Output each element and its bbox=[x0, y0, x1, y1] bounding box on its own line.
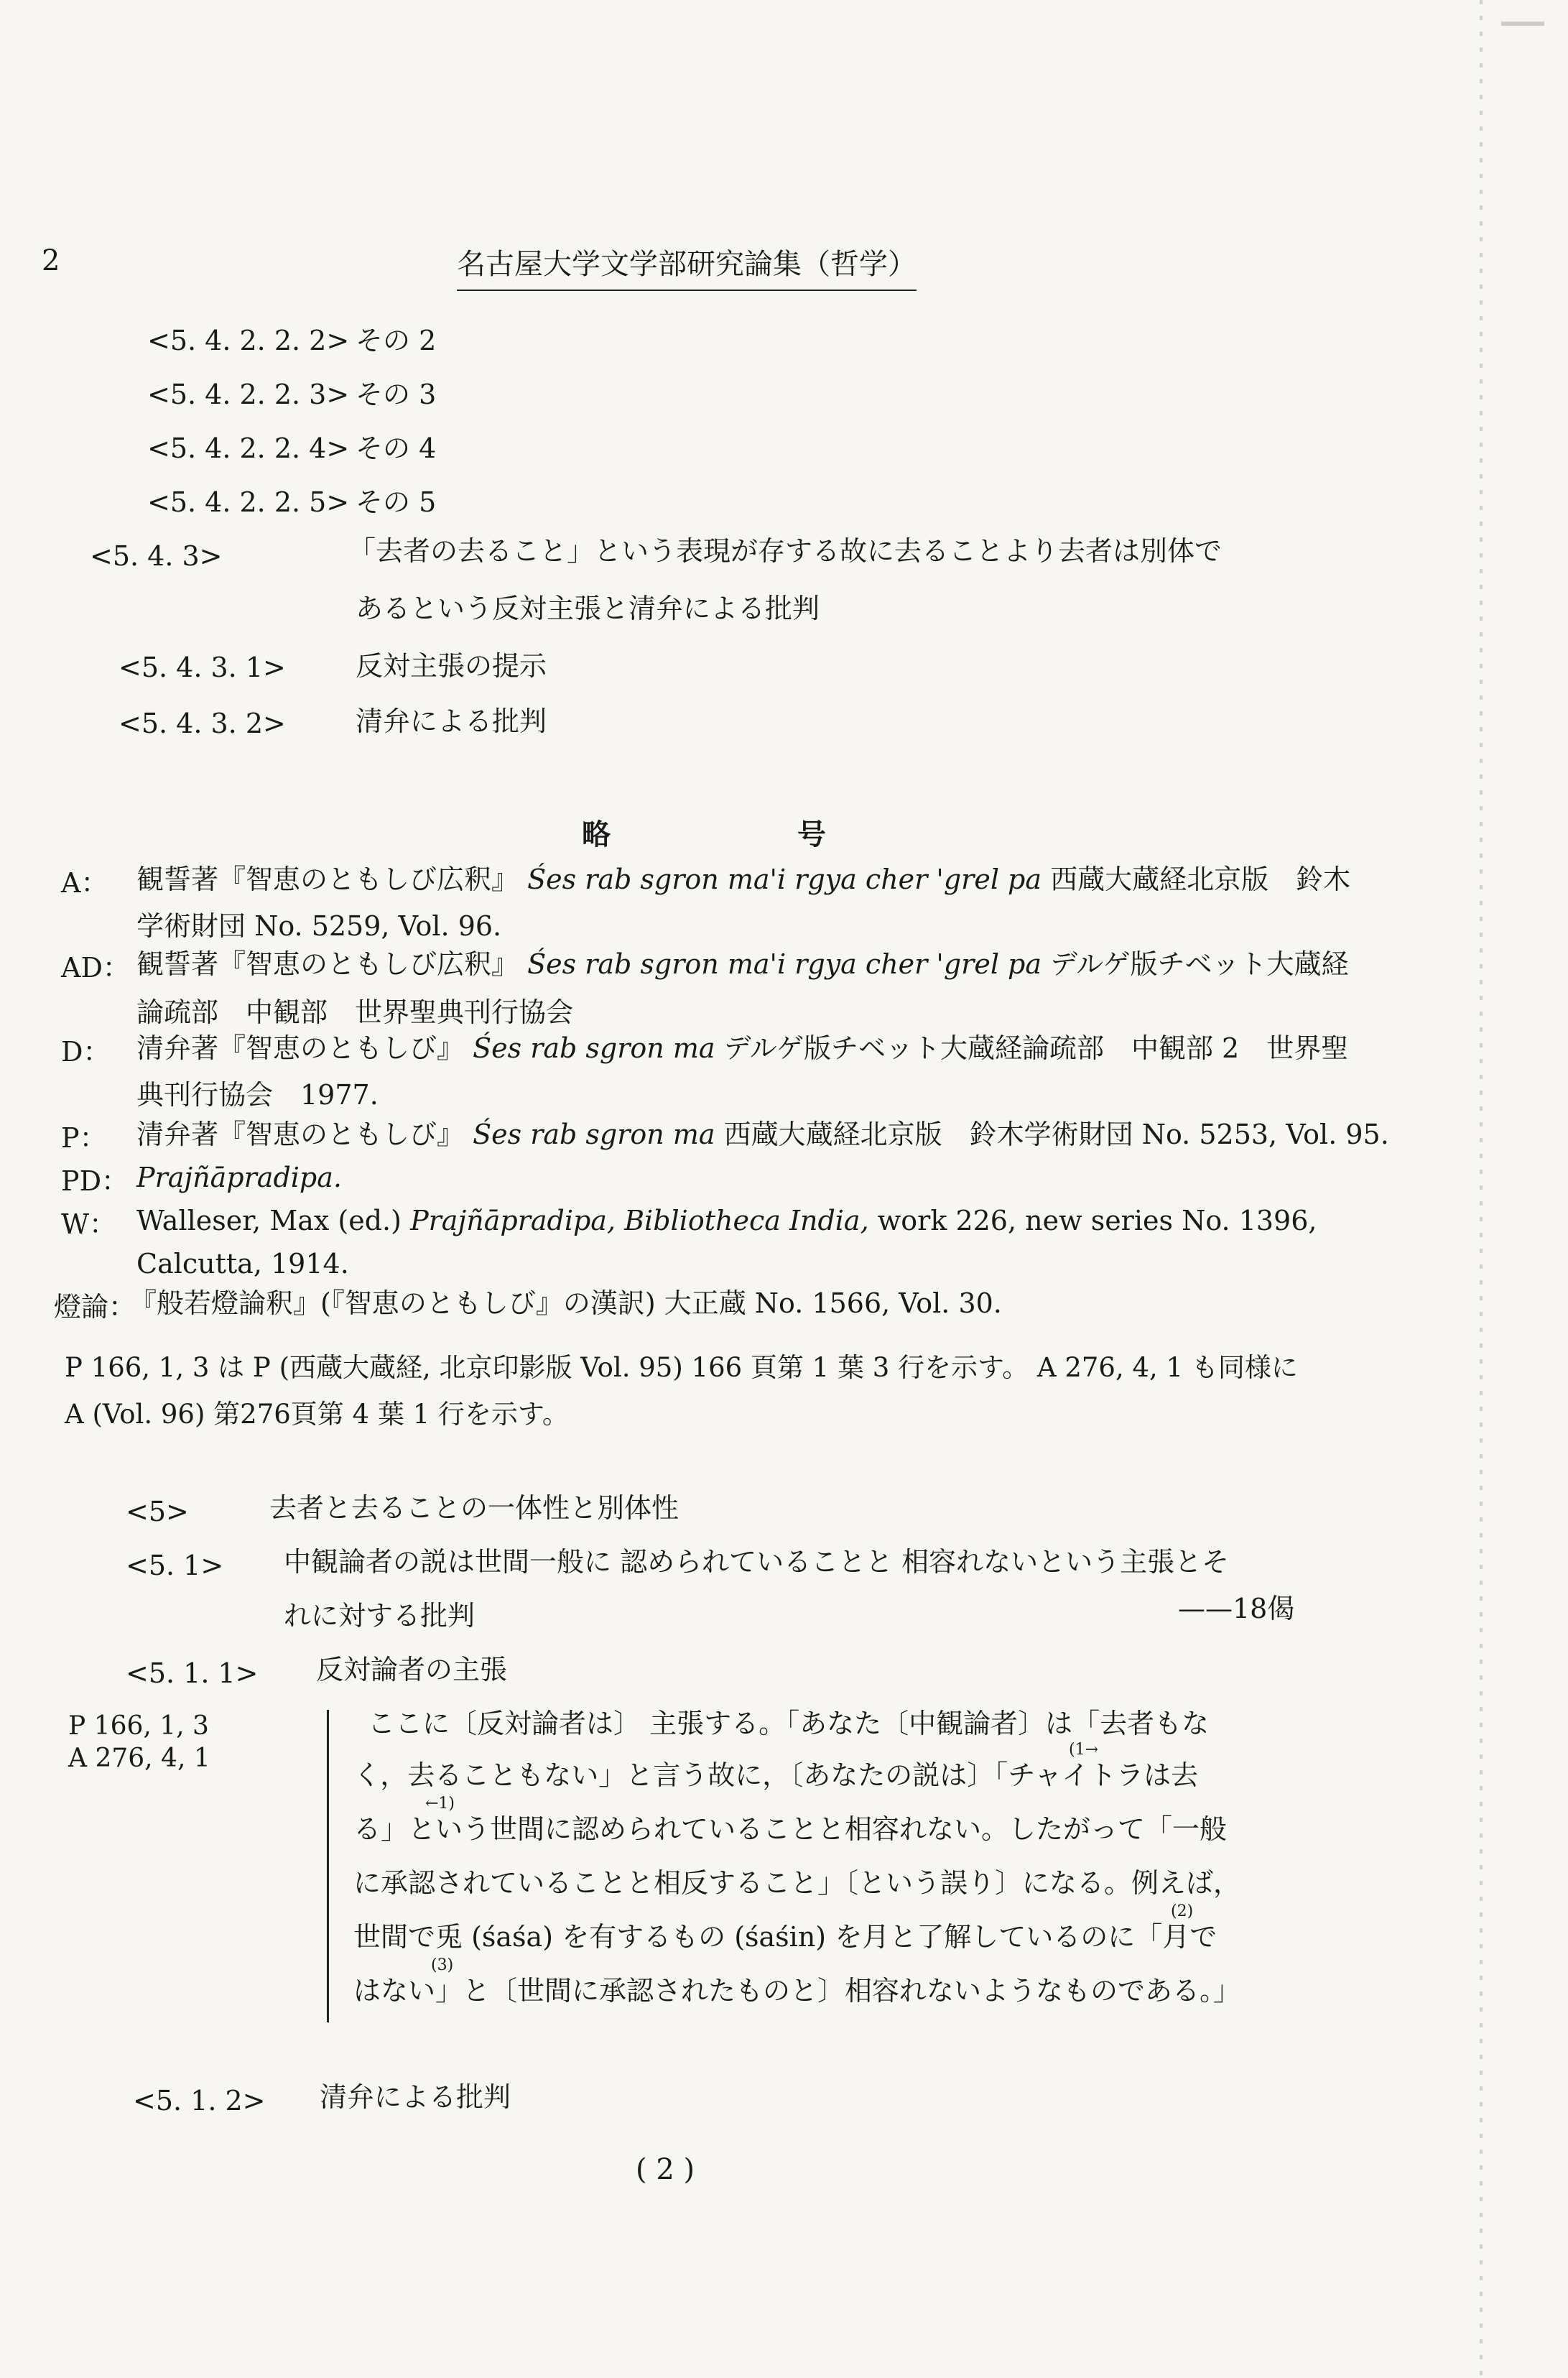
section-title: れに対する批判 bbox=[284, 1600, 475, 1632]
text-ref: P 166, 1, 3 bbox=[68, 1711, 209, 1741]
verse-ref: ——18偈 bbox=[1178, 1593, 1295, 1624]
passage-line: 世間で兎 (śaśa) を有するもの (śaśin) を月と了解しているのに「月で bbox=[353, 1921, 1217, 1953]
outline-title: あるという反対主張と清弁による批判 bbox=[356, 593, 820, 624]
abbr-text: 『般若燈論釈』(『智恵のともしび』の漢訳) 大正蔵 No. 1566, Vol. 30. bbox=[129, 1287, 1002, 1319]
outline-title: その 5 bbox=[356, 486, 437, 518]
abbr-line bbox=[136, 950, 1348, 978]
passage-line: に承認されていることと相反すること」〔という誤り〕になる。例えば， bbox=[353, 1867, 1241, 1899]
outline-title: その 2 bbox=[356, 325, 437, 356]
abbr-key: D： bbox=[61, 1036, 111, 1068]
section-label: <5> bbox=[126, 1496, 189, 1527]
abbreviations-heading: 略 号 bbox=[582, 818, 905, 851]
abbr-text: デルゲ版チベット大蔵経論疏部 中観部 2 世界聖 bbox=[723, 1032, 1349, 1064]
abbr-note: P 166, 1, 3 は P (西蔵大蔵経, 北京印影版 Vol. 95) 166 頁第 1 葉 3 行を示す。 A 276, 4, 1 も同様に bbox=[65, 1352, 1298, 1383]
passage-line: く，去ることもない」と言う故に，〔あなたの説は〕「チャイトラは去 bbox=[353, 1759, 1199, 1791]
abbr-line2: Calcutta, 1914. bbox=[136, 1248, 349, 1280]
passage-line: はない」と〔世間に承認されたものと〕相容れないようなものである。」 bbox=[353, 1975, 1241, 2007]
passage-line: る」という世間に認められていることと相容れない。したがって「一般 bbox=[353, 1813, 1228, 1845]
abbr-line2: 学術財団 No. 5259, Vol. 96. bbox=[136, 910, 502, 942]
outline-title: その 4 bbox=[356, 432, 437, 464]
passage-bar bbox=[327, 1710, 329, 2022]
footnote-mark: (3) bbox=[431, 1956, 454, 1974]
abbr-italic: Śes rab sgron ma bbox=[473, 1119, 715, 1150]
section-label: <5. 1. 1> bbox=[126, 1657, 259, 1689]
footnote-mark: (1→ bbox=[1069, 1741, 1099, 1759]
section-title: 反対論者の主張 bbox=[316, 1654, 508, 1685]
abbr-text: Walleser, Max (ed.) bbox=[136, 1205, 402, 1236]
abbr-italic: Śes rab sgron ma bbox=[473, 1032, 715, 1064]
scan-edge-mark bbox=[1480, 0, 1483, 2378]
outline-label: <5. 4. 2. 2. 2> bbox=[147, 325, 350, 356]
passage-line: ここに〔反対論者は〕 主張する。「あなた〔中観論者〕は「去者もな bbox=[368, 1708, 1210, 1739]
section-title: 清弁による批判 bbox=[320, 2081, 511, 2113]
abbr-text: 清弁著『智恵のともしび』 bbox=[136, 1032, 465, 1064]
abbr-key: PD： bbox=[61, 1165, 129, 1197]
abbr-key: AD： bbox=[61, 952, 130, 984]
abbr-key: 燈論： bbox=[54, 1291, 136, 1323]
abbr-line bbox=[136, 866, 1350, 893]
abbr-line bbox=[136, 1032, 1349, 1064]
abbr-key: P： bbox=[61, 1122, 107, 1154]
outline-title: 「去者の去ること」という表現が存する故に去ることより去者は別体で bbox=[348, 535, 1223, 567]
section-title: 中観論者の説は世間一般に 認められていることと 相容れないという主張とそ bbox=[284, 1546, 1230, 1578]
abbr-note: A (Vol. 96) 第276頁第 4 葉 1 行を示す。 bbox=[65, 1399, 569, 1430]
abbr-key: W： bbox=[61, 1208, 117, 1240]
journal-title: 名古屋大学文学部研究論集（哲学） bbox=[457, 241, 917, 291]
outline-label: <5. 4. 3. 2> bbox=[119, 708, 286, 739]
abbr-italic: Prajñāpradipa. bbox=[136, 1162, 342, 1193]
outline-label: <5. 4. 2. 2. 5> bbox=[147, 486, 350, 518]
scan-edge-mark bbox=[1501, 22, 1544, 26]
section-label: <5. 1. 2> bbox=[133, 2085, 266, 2116]
text-ref: A 276, 4, 1 bbox=[68, 1744, 210, 1773]
outline-title: 反対主張の提示 bbox=[356, 650, 547, 682]
abbr-text: 観誓著『智恵のともしび広釈』 bbox=[136, 948, 519, 980]
abbr-line bbox=[136, 1207, 1317, 1234]
footnote-mark: (2) bbox=[1171, 1902, 1194, 1920]
abbr-text: デルゲ版チベット大蔵経 bbox=[1050, 948, 1349, 980]
abbr-key: A： bbox=[61, 867, 108, 899]
abbr-line2: 典刊行協会 1977. bbox=[136, 1079, 379, 1111]
outline-label: <5. 4. 3> bbox=[90, 540, 223, 572]
abbr-italic: Śes rab sgron ma'i rgya cher 'grel pa bbox=[527, 864, 1042, 895]
abbr-italic: Śes rab sgron ma'i rgya cher 'grel pa bbox=[527, 948, 1042, 980]
section-title: 去者と去ることの一体性と別体性 bbox=[269, 1492, 679, 1524]
outline-title: その 3 bbox=[356, 379, 437, 410]
page-number: 2 bbox=[42, 244, 60, 277]
outline-label: <5. 4. 3. 1> bbox=[119, 652, 286, 683]
outline-title: 清弁による批判 bbox=[356, 705, 547, 737]
footnote-mark: ←1) bbox=[425, 1795, 455, 1813]
footer-page-number: ( 2 ) bbox=[636, 2153, 695, 2186]
abbr-text: 西蔵大蔵経北京版 鈴木学術財団 No. 5253, Vol. 95. bbox=[723, 1119, 1389, 1150]
abbr-line bbox=[136, 1121, 1389, 1148]
abbr-text: work 226, new series No. 1396, bbox=[877, 1205, 1317, 1236]
abbr-text: 清弁著『智恵のともしび』 bbox=[136, 1119, 465, 1150]
abbr-text: 観誓著『智恵のともしび広釈』 bbox=[136, 864, 519, 895]
abbr-italic: Prajñāpradipa, Bibliotheca India, bbox=[410, 1205, 869, 1236]
abbr-line2: 論疏部 中観部 世界聖典刊行協会 bbox=[136, 996, 574, 1028]
outline-label: <5. 4. 2. 2. 4> bbox=[147, 432, 350, 464]
abbr-text: 西蔵大蔵経北京版 鈴木 bbox=[1050, 864, 1351, 895]
section-label: <5. 1> bbox=[126, 1550, 224, 1581]
outline-label: <5. 4. 2. 2. 3> bbox=[147, 379, 350, 410]
